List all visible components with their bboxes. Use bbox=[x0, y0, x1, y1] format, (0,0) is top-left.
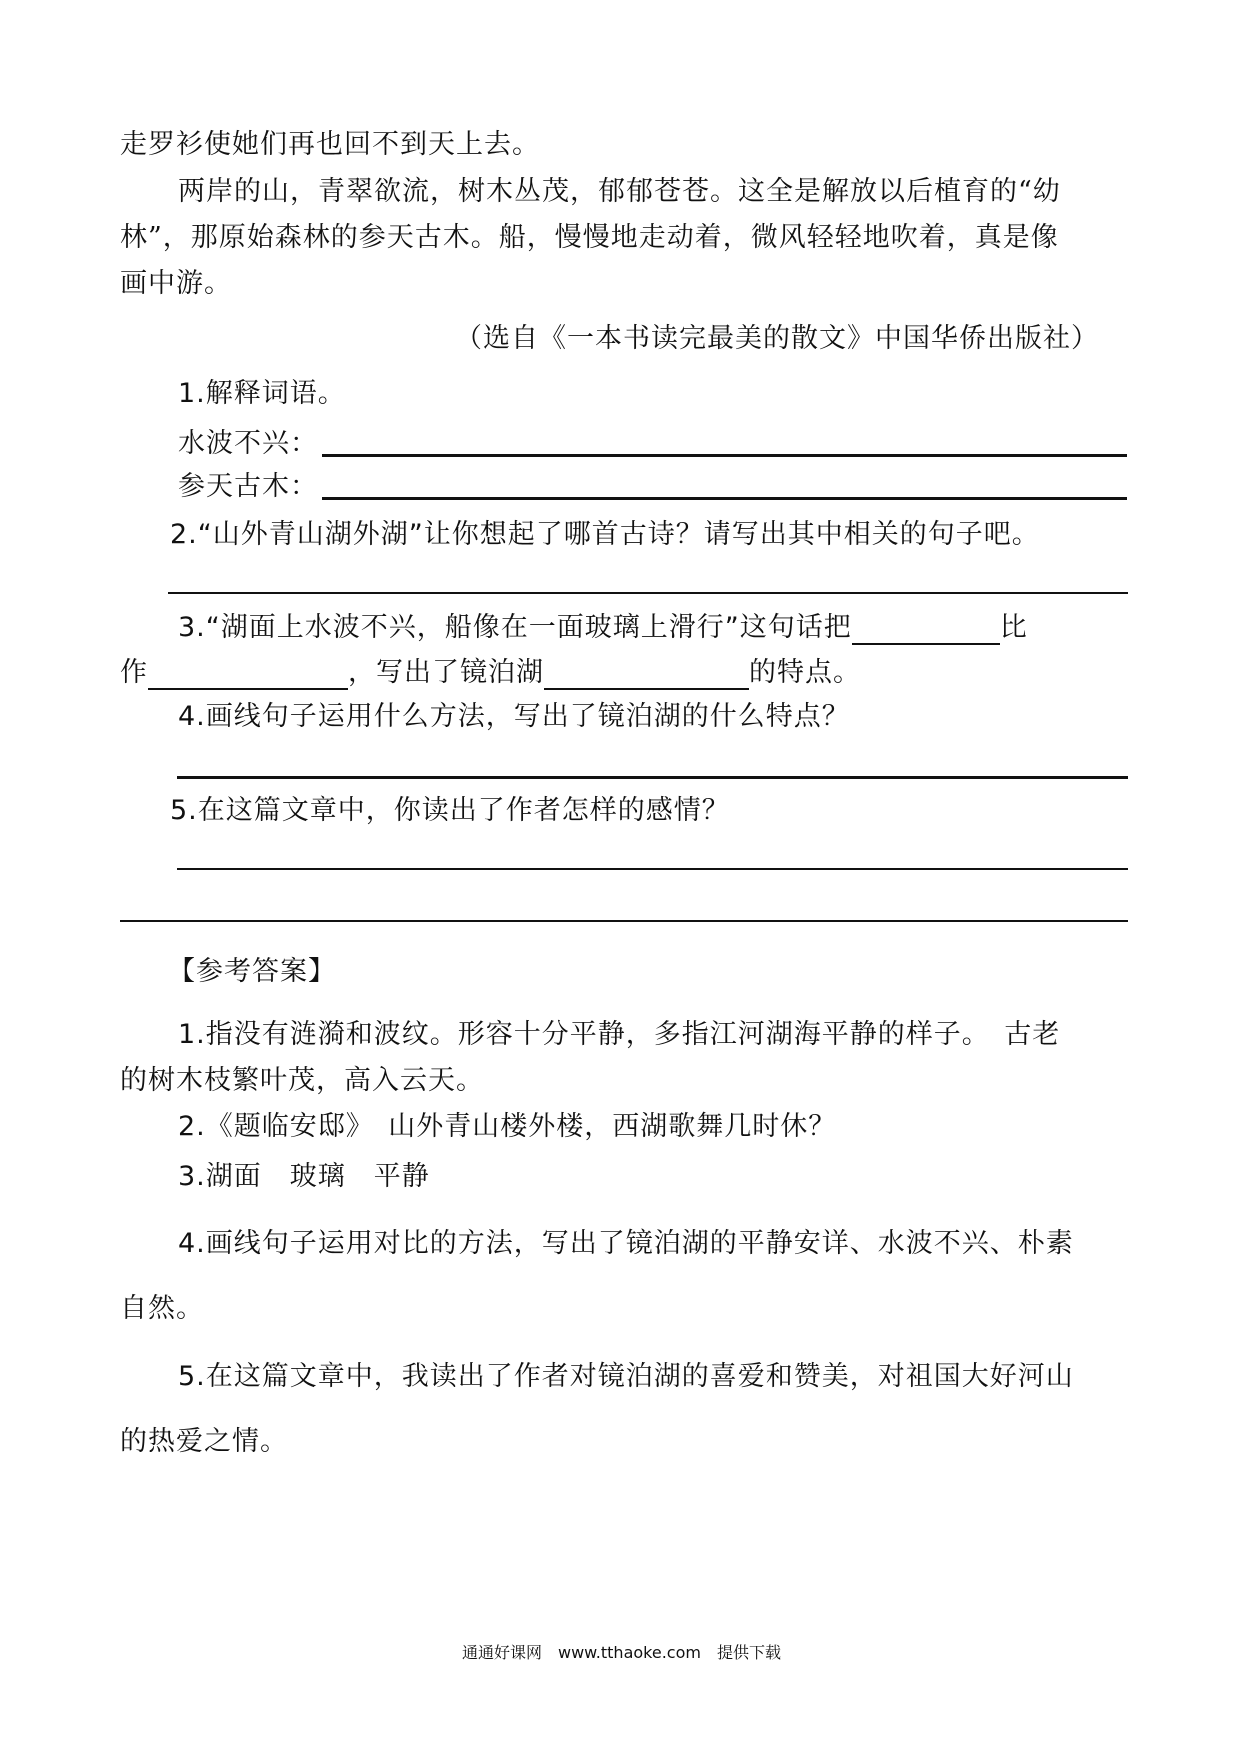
blank-q3-3[interactable] bbox=[544, 658, 749, 690]
footer-credit: 通通好课网 www.tthaoke.com 提供下载 bbox=[462, 1643, 781, 1662]
question-3-text-1: 3.“湖面上水波不兴，船像在一面玻璃上滑行”这句话把 bbox=[178, 612, 852, 643]
question-2: 2.“山外青山湖外湖”让你想起了哪首古诗？请写出其中相关的句子吧。 bbox=[170, 519, 1040, 550]
question-1-term-2: 参天古木： bbox=[178, 471, 318, 502]
passage-line-1: 走罗衫使她们再也回不到天上去。 bbox=[120, 129, 540, 160]
answer-4-line-2: 自然。 bbox=[120, 1293, 204, 1324]
question-3-text-2: 比 bbox=[999, 612, 1028, 643]
answer-line-q5-1[interactable] bbox=[177, 868, 1128, 870]
answer-3: 3.湖面 玻璃 平静 bbox=[178, 1161, 430, 1192]
answer-4-line-1: 4.画线句子运用对比的方法，写出了镜泊湖的平静安详、水波不兴、朴素 bbox=[178, 1228, 1074, 1259]
answer-1-line-1: 1.指没有涟漪和波纹。形容十分平静，多指江河湖海平静的样子。 古老 bbox=[178, 1019, 1061, 1050]
question-3-line-2 bbox=[120, 656, 861, 690]
question-4: 4.画线句子运用什么方法，写出了镜泊湖的什么特点？ bbox=[178, 701, 850, 732]
answers-heading: 【参考答案】 bbox=[168, 956, 336, 987]
source-citation: （选自《一本书读完最美的散文》中国华侨出版社） bbox=[455, 323, 1099, 354]
answer-line-q5-2[interactable] bbox=[120, 920, 1128, 922]
answer-2: 2.《题临安邸》 山外青山楼外楼，西湖歌舞几时休？ bbox=[178, 1111, 837, 1142]
answer-line-term-1[interactable] bbox=[322, 454, 1127, 457]
answer-line-term-2[interactable] bbox=[322, 497, 1127, 500]
answer-line-q4[interactable] bbox=[177, 776, 1128, 779]
question-3-text-4: ，写出了镜泊湖 bbox=[348, 657, 544, 688]
question-1-term-1: 水波不兴： bbox=[178, 428, 318, 459]
answer-5-line-2: 的热爱之情。 bbox=[120, 1426, 288, 1457]
question-3-line-1 bbox=[178, 611, 1028, 645]
question-5: 5.在这篇文章中，你读出了作者怎样的感情？ bbox=[170, 795, 730, 826]
question-1-title: 1.解释词语。 bbox=[178, 378, 346, 409]
passage-line-3: 林”，那原始森林的参天古木。船，慢慢地走动着，微风轻轻地吹着，真是像 bbox=[120, 222, 1059, 253]
blank-q3-2[interactable] bbox=[148, 658, 348, 690]
passage-line-2: 两岸的山，青翠欲流，树木丛茂，郁郁苍苍。这全是解放以后植育的“幼 bbox=[178, 176, 1061, 207]
answer-1-line-2: 的树木枝繁叶茂，高入云天。 bbox=[120, 1065, 484, 1096]
answer-5-line-1: 5.在这篇文章中，我读出了作者对镜泊湖的喜爱和赞美，对祖国大好河山 bbox=[178, 1361, 1074, 1392]
question-3-text-5: 的特点。 bbox=[749, 657, 861, 688]
answer-line-q2[interactable] bbox=[168, 592, 1128, 594]
question-3-text-3: 作 bbox=[120, 657, 148, 688]
passage-line-4: 画中游。 bbox=[120, 268, 232, 299]
blank-q3-1[interactable] bbox=[852, 613, 1000, 645]
